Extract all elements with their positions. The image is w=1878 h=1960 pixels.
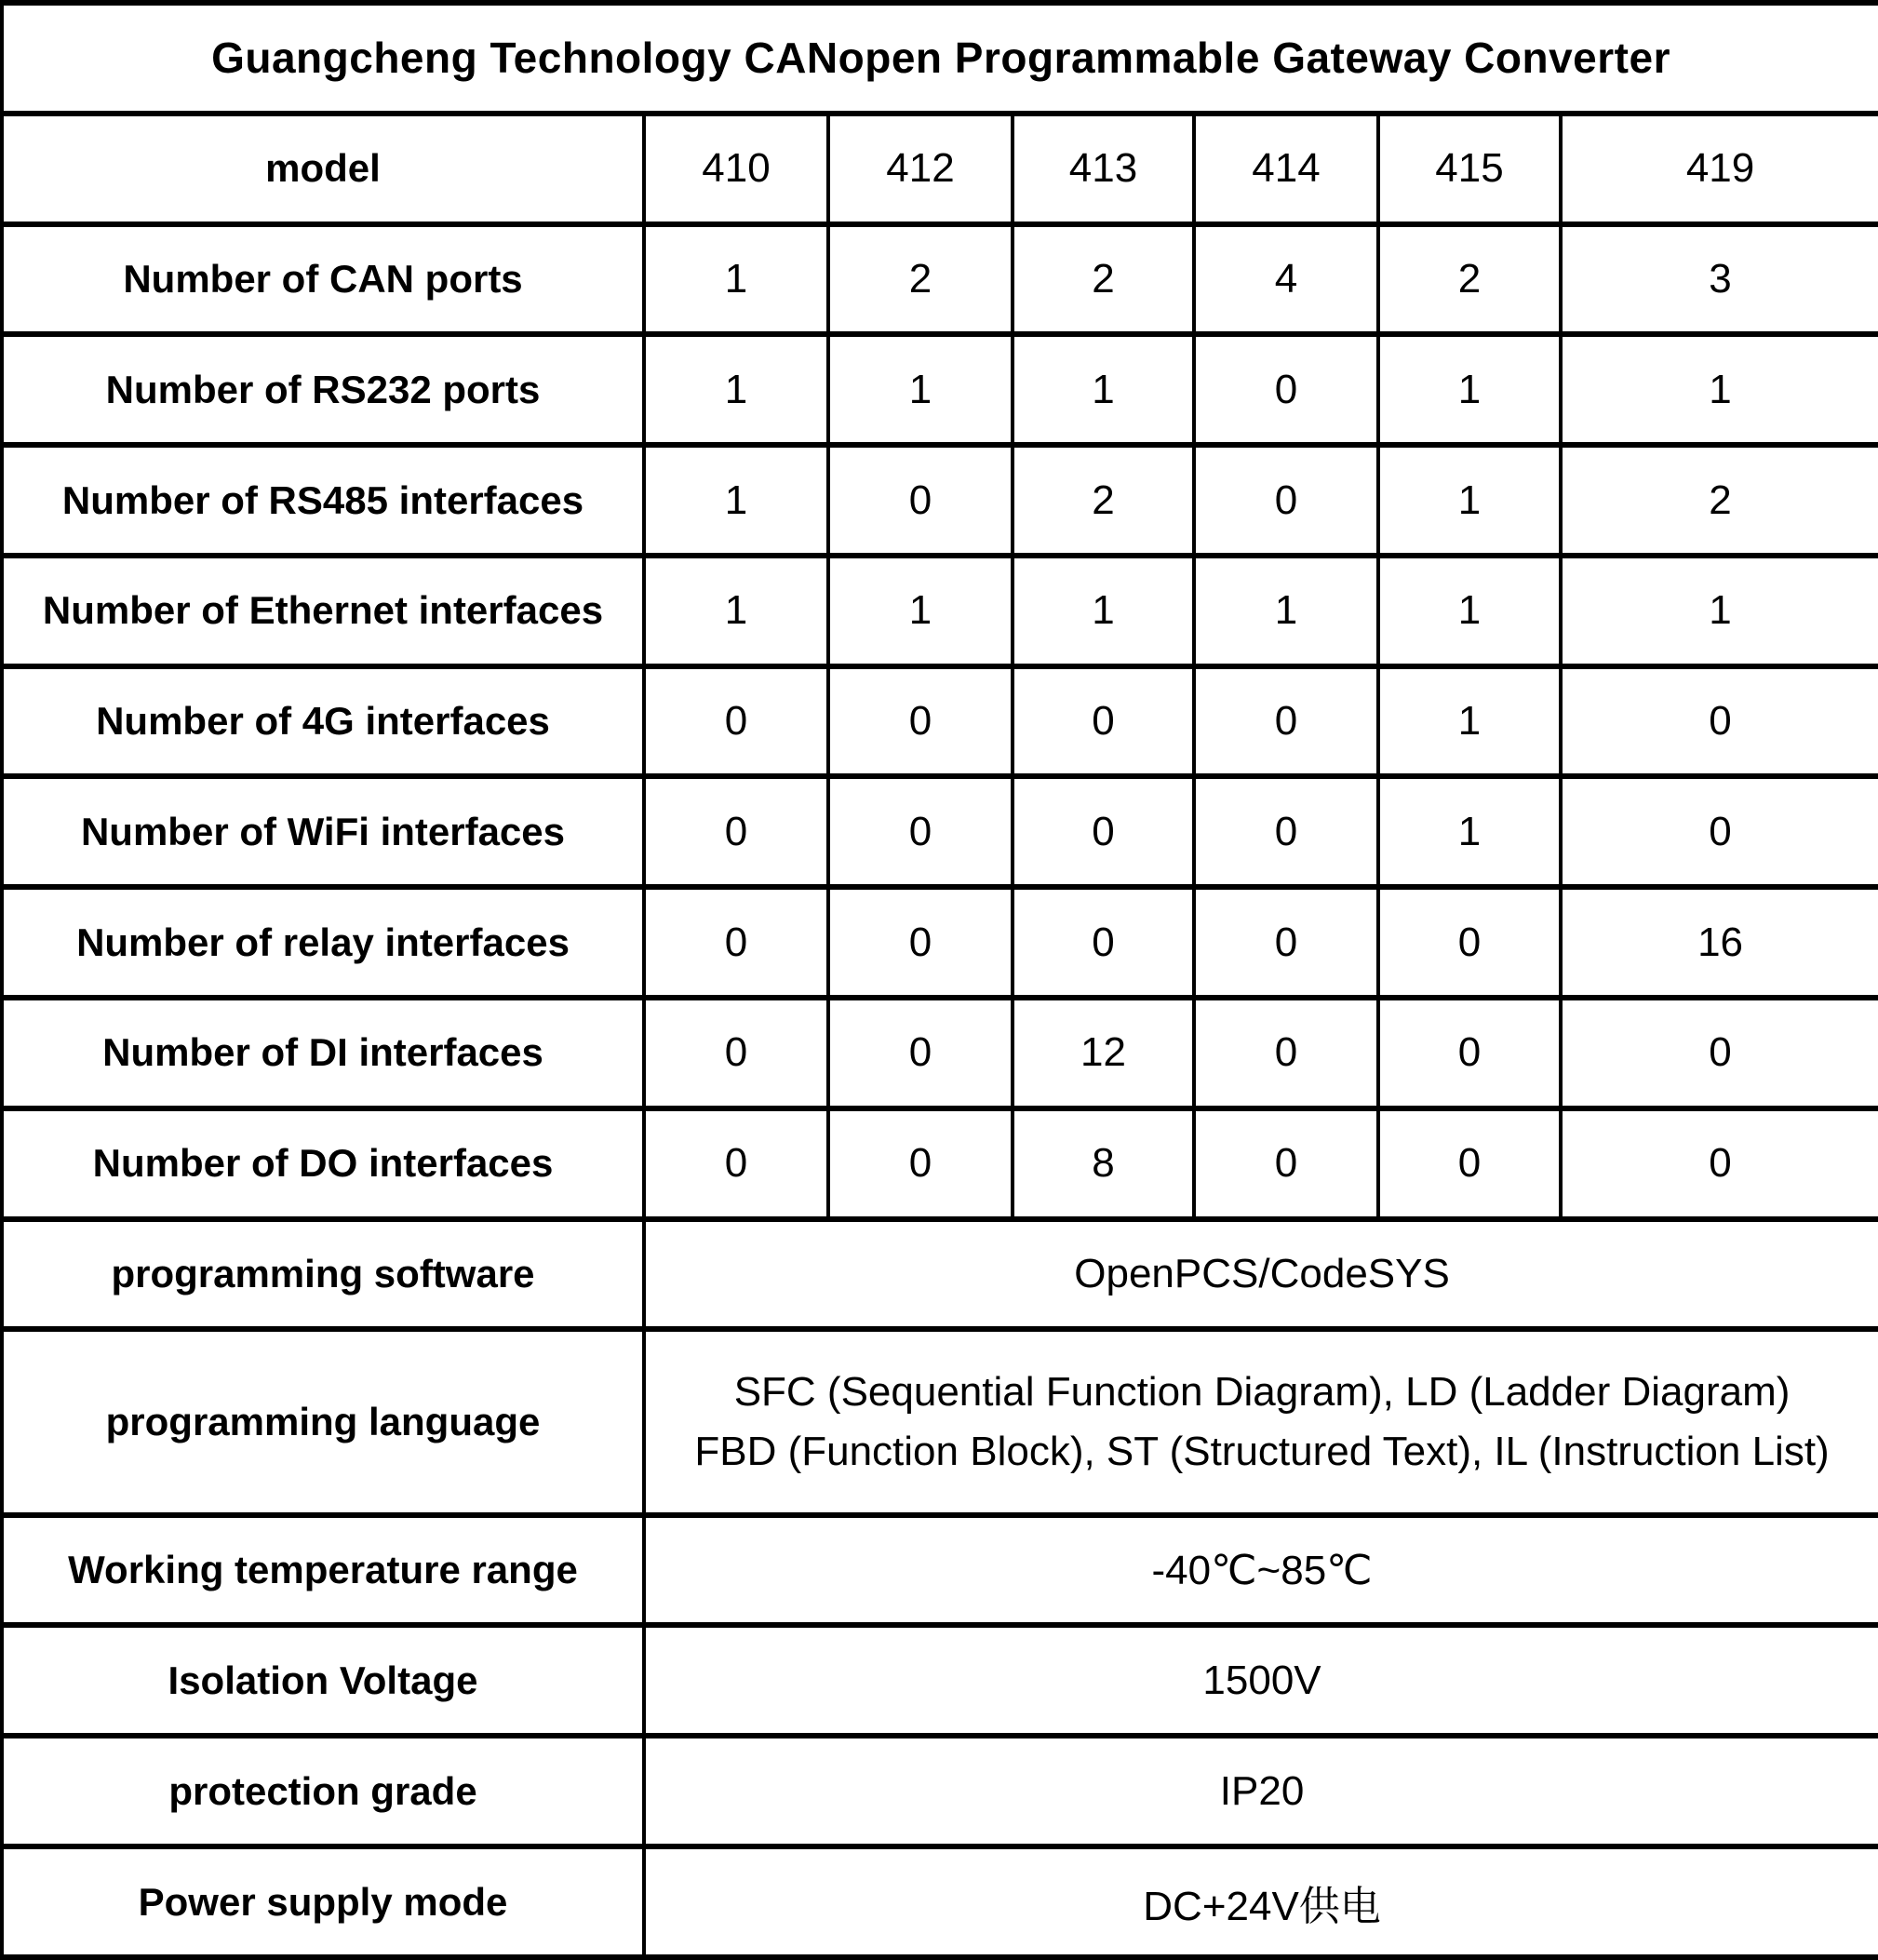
model-header-412: 412 (828, 114, 1013, 224)
row-protection-grade (2, 1736, 1878, 1846)
value-cell: 1 (1378, 334, 1561, 445)
model-header-413: 413 (1013, 114, 1194, 224)
row-label: Power supply mode (2, 1846, 644, 1957)
value-cell: 0 (1194, 887, 1378, 998)
value-cell: 1 (1378, 445, 1561, 556)
value-cell: 1 (644, 556, 828, 666)
row-label: Number of Ethernet interfaces (2, 556, 644, 666)
row-power-supply-mode (2, 1846, 1878, 1957)
value-cell: 0 (1013, 887, 1194, 998)
spec-row-ethernet-interfaces (2, 556, 1878, 666)
value-cell: 0 (644, 1108, 828, 1219)
value-cell: 1 (644, 334, 828, 445)
value-cell: 1 (1013, 556, 1194, 666)
value-cell: 1 (1378, 666, 1561, 777)
model-header-419: 419 (1561, 114, 1878, 224)
row-isolation-voltage (2, 1625, 1878, 1736)
value-cell: 1 (1561, 334, 1878, 445)
value-cell: 12 (1013, 998, 1194, 1108)
row-label: programming language (2, 1329, 644, 1514)
value-cell: 0 (644, 666, 828, 777)
row-label: Number of DI interfaces (2, 998, 644, 1108)
spec-row-di-interfaces (2, 998, 1878, 1108)
value-cell: 2 (1561, 445, 1878, 556)
row-working-temperature (2, 1515, 1878, 1626)
programming-language-value (644, 1329, 1878, 1514)
value-cell: 0 (644, 887, 828, 998)
row-label: Number of 4G interfaces (2, 666, 644, 777)
programming-software-value: OpenPCS/CodeSYS (644, 1219, 1878, 1330)
value-cell: 0 (1378, 887, 1561, 998)
row-label: programming software (2, 1219, 644, 1330)
value-cell: 2 (1013, 445, 1194, 556)
title-row (2, 3, 1878, 114)
value-cell: 0 (1561, 998, 1878, 1108)
value-cell: 0 (1194, 776, 1378, 887)
value-cell: 0 (828, 776, 1013, 887)
value-cell: 16 (1561, 887, 1878, 998)
value-cell: 0 (828, 887, 1013, 998)
value-cell: 0 (828, 1108, 1013, 1219)
isolation-voltage-value: 1500V (644, 1625, 1878, 1736)
value-cell: 0 (1194, 998, 1378, 1108)
value-cell: 0 (1561, 666, 1878, 777)
model-header-410: 410 (644, 114, 828, 224)
row-label: protection grade (2, 1736, 644, 1846)
value-cell: 0 (1378, 1108, 1561, 1219)
programming-language-line1: SFC (Sequential Function Diagram), LD (Ladder Diagram) (733, 1369, 1791, 1416)
value-cell: 3 (1561, 224, 1878, 335)
value-cell: 1 (1378, 556, 1561, 666)
value-cell: 1 (1013, 334, 1194, 445)
value-cell: 0 (828, 445, 1013, 556)
model-row-label: model (2, 114, 644, 224)
value-cell: 0 (1561, 1108, 1878, 1219)
value-cell: 1 (1561, 556, 1878, 666)
row-label: Isolation Voltage (2, 1625, 644, 1736)
value-cell: 8 (1013, 1108, 1194, 1219)
protection-grade-value: IP20 (644, 1736, 1878, 1846)
value-cell: 0 (644, 998, 828, 1108)
value-cell: 2 (828, 224, 1013, 335)
working-temperature-value: -40℃~85℃ (644, 1515, 1878, 1626)
value-cell: 0 (1561, 776, 1878, 887)
value-cell: 1 (644, 224, 828, 335)
spec-row-can-ports (2, 224, 1878, 335)
table-title: Guangcheng Technology CANopen Programmable Gateway Converter (2, 3, 1878, 114)
value-cell: 1 (1378, 776, 1561, 887)
spec-row-do-interfaces (2, 1108, 1878, 1219)
value-cell: 0 (1194, 334, 1378, 445)
model-header-row (2, 114, 1878, 224)
spec-row-4g-interfaces (2, 666, 1878, 777)
value-cell: 2 (1378, 224, 1561, 335)
row-label: Number of RS232 ports (2, 334, 644, 445)
spec-row-wifi-interfaces (2, 776, 1878, 887)
row-label: Number of WiFi interfaces (2, 776, 644, 887)
value-cell: 0 (1378, 998, 1561, 1108)
value-cell: 1 (828, 556, 1013, 666)
row-label: Number of DO interfaces (2, 1108, 644, 1219)
programming-language-line2: FBD (Function Block), ST (Structured Text), IL (Instruction List) (694, 1429, 1830, 1475)
value-cell: 0 (1013, 666, 1194, 777)
row-label: Number of relay interfaces (2, 887, 644, 998)
spec-row-relay-interfaces (2, 887, 1878, 998)
value-cell: 0 (1194, 445, 1378, 556)
row-programming-software (2, 1219, 1878, 1330)
row-label: Number of CAN ports (2, 224, 644, 335)
row-label: Number of RS485 interfaces (2, 445, 644, 556)
value-cell: 0 (1013, 776, 1194, 887)
value-cell: 1 (828, 334, 1013, 445)
value-cell: 0 (1194, 1108, 1378, 1219)
value-cell: 0 (828, 666, 1013, 777)
value-cell: 2 (1013, 224, 1194, 335)
value-cell: 1 (644, 445, 828, 556)
spec-row-rs485-interfaces (2, 445, 1878, 556)
model-header-415: 415 (1378, 114, 1561, 224)
value-cell: 1 (1194, 556, 1378, 666)
value-cell: 0 (828, 998, 1013, 1108)
value-cell: 0 (1194, 666, 1378, 777)
row-label: Working temperature range (2, 1515, 644, 1626)
model-header-414: 414 (1194, 114, 1378, 224)
power-supply-mode-value: DC+24V供电 (644, 1846, 1878, 1957)
row-programming-language (2, 1329, 1878, 1514)
value-cell: 4 (1194, 224, 1378, 335)
spec-row-rs232-ports (2, 334, 1878, 445)
value-cell: 0 (644, 776, 828, 887)
